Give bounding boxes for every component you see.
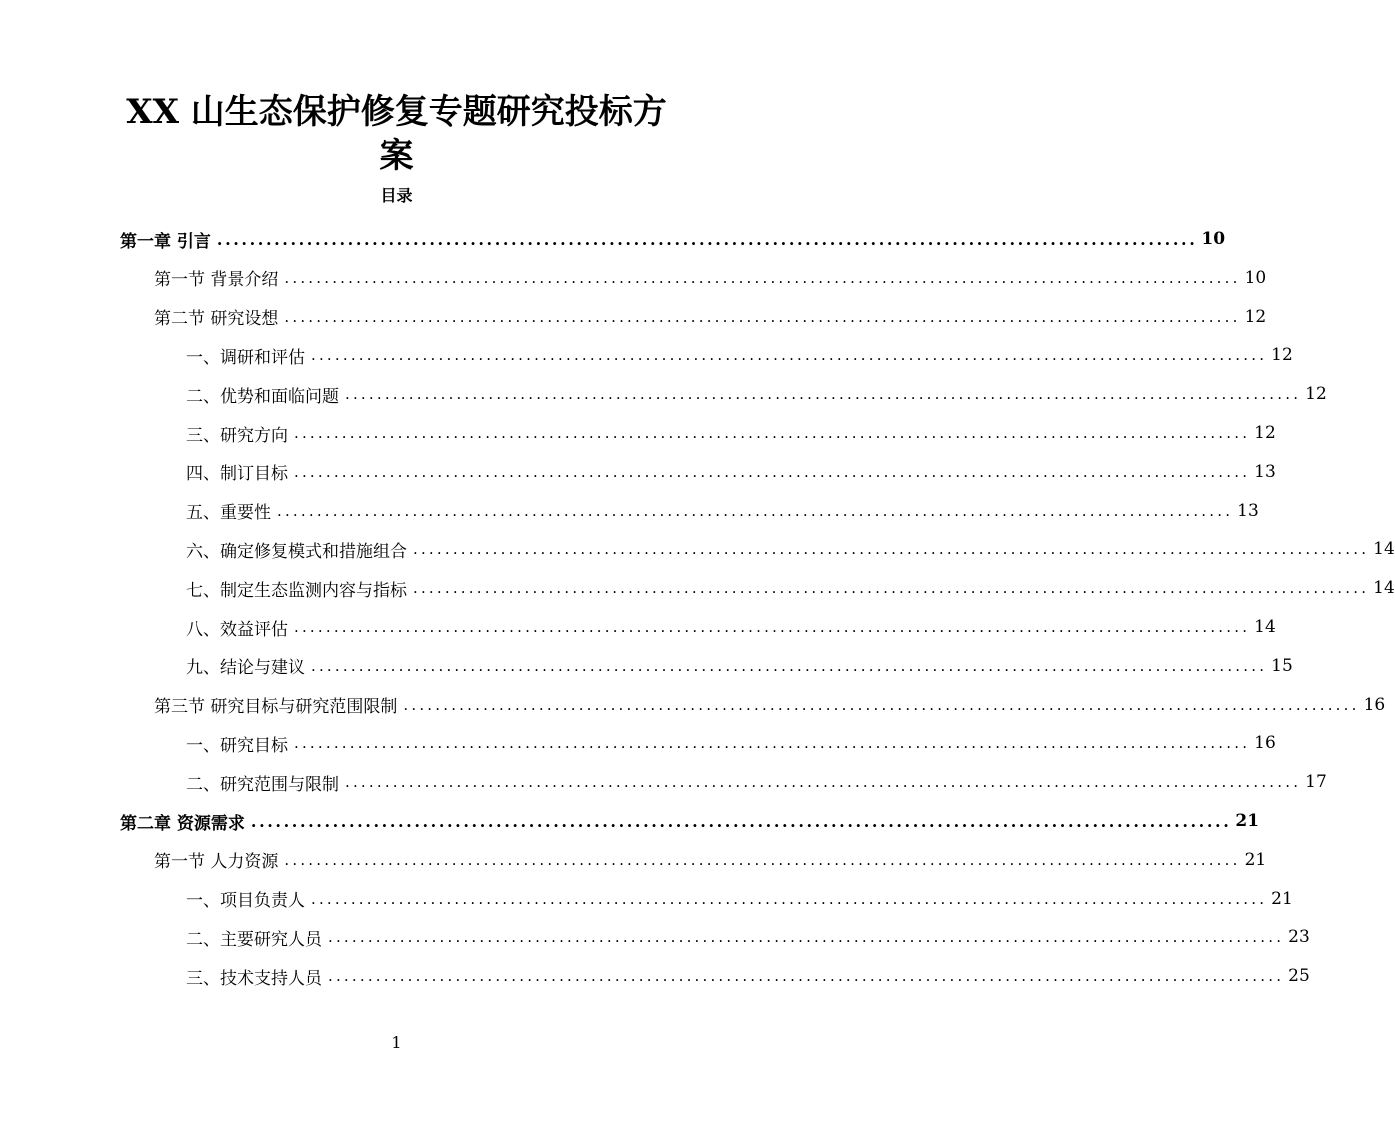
toc-dot-leader: ........................................................................................................................ bbox=[294, 734, 1251, 753]
toc-entry[interactable] bbox=[186, 883, 1293, 915]
toc-entry-label: 二、优势和面临问题 bbox=[186, 386, 339, 407]
toc-entry-page: 21 bbox=[1271, 888, 1293, 909]
toc-entry-page: 16 bbox=[1254, 733, 1276, 754]
toc-entry-page: 15 bbox=[1271, 655, 1293, 676]
toc-entry-label: 七、制定生态监测内容与指标 bbox=[186, 580, 407, 601]
toc-entry[interactable] bbox=[186, 533, 1395, 565]
toc-dot-leader: ........................................................................................................................ bbox=[294, 424, 1251, 442]
toc-entry-page: 12 bbox=[1305, 384, 1327, 405]
toc-entry-label: 四、制订目标 bbox=[186, 464, 288, 485]
toc-dot-leader: ........................................................................................................................ bbox=[345, 773, 1302, 792]
toc-entry[interactable] bbox=[186, 339, 1293, 371]
toc-entry-page: 12 bbox=[1244, 306, 1267, 327]
toc-entry-label: 二、研究范围与限制 bbox=[186, 774, 339, 795]
toc-dot-leader: ........................................................................................................................ bbox=[311, 656, 1268, 675]
toc-entry-page: 14 bbox=[1373, 578, 1395, 599]
toc-entry[interactable] bbox=[186, 417, 1276, 449]
toc-entry-page: 13 bbox=[1254, 461, 1276, 482]
toc-dot-leader: ........................................................................................................................ bbox=[311, 346, 1268, 365]
toc-entry-page: 23 bbox=[1288, 927, 1310, 948]
toc-entry[interactable] bbox=[186, 921, 1310, 953]
toc-dot-leader: ........................................................................................................................ bbox=[277, 501, 1234, 520]
toc-entry[interactable] bbox=[186, 727, 1276, 759]
toc-entry-page: 14 bbox=[1373, 539, 1395, 560]
page-number: 1 bbox=[391, 1033, 402, 1052]
toc-dot-leader: ........................................................................................................................ bbox=[284, 268, 1241, 287]
toc-entry-page: 17 bbox=[1305, 772, 1327, 793]
toc-entry[interactable] bbox=[186, 572, 1395, 604]
toc-entry-label: 八、效益评估 bbox=[186, 619, 288, 640]
toc-entry-page: 14 bbox=[1254, 617, 1276, 637]
toc-entry-page: 16 bbox=[1363, 694, 1386, 715]
toc-dot-leader: ........................................................................................................................ bbox=[413, 540, 1370, 559]
toc-dot-leader: ........................................................................................................................ bbox=[250, 811, 1232, 831]
toc-dot-leader: ........................................................................................................................ bbox=[294, 618, 1251, 636]
toc-entry-label: 五、重要性 bbox=[186, 503, 271, 524]
toc-entry-label: 一、调研和评估 bbox=[186, 347, 305, 368]
toc-entry-page: 10 bbox=[1244, 267, 1267, 288]
toc-entry-label: 一、研究目标 bbox=[186, 735, 288, 756]
toc-heading: 目录 bbox=[380, 186, 413, 205]
toc-entry-page: 10 bbox=[1201, 229, 1226, 249]
toc-entry-label: 第一章 引言 bbox=[120, 231, 211, 252]
toc-entry-page: 12 bbox=[1271, 345, 1293, 366]
toc-entry-label: 第一节 人力资源 bbox=[154, 852, 279, 873]
toc-entry[interactable] bbox=[154, 301, 1267, 333]
toc-entry[interactable] bbox=[186, 495, 1259, 527]
toc-entry[interactable] bbox=[154, 262, 1267, 294]
toc-entry-label: 一、项目负责人 bbox=[186, 891, 305, 912]
toc-entry-label: 二、主要研究人员 bbox=[186, 929, 322, 950]
toc-dot-leader: ........................................................................................................................ bbox=[328, 928, 1285, 947]
toc-dot-leader: ........................................................................................................................ bbox=[403, 695, 1360, 714]
toc-dot-leader: ........................................................................................................................ bbox=[284, 307, 1241, 326]
toc-dot-leader: ........................................................................................................................ bbox=[345, 385, 1302, 404]
toc-entry-page: 21 bbox=[1244, 849, 1267, 870]
toc-entry-label: 第二节 研究设想 bbox=[154, 309, 279, 330]
toc-dot-leader: ........................................................................................................................ bbox=[413, 579, 1370, 598]
toc-entry[interactable] bbox=[120, 805, 1260, 837]
toc-entry[interactable] bbox=[186, 456, 1276, 488]
toc-entry-page: 25 bbox=[1288, 966, 1310, 987]
toc-entry[interactable] bbox=[186, 766, 1327, 798]
toc-dot-leader: ........................................................................................................................ bbox=[216, 229, 1198, 249]
toc-entry[interactable] bbox=[186, 960, 1310, 992]
toc-entry-label: 第一节 背景介绍 bbox=[154, 270, 279, 291]
toc-entry-label: 三、研究方向 bbox=[186, 425, 288, 446]
toc-entry-label: 第二章 资源需求 bbox=[120, 813, 245, 834]
toc-entry[interactable] bbox=[120, 223, 1226, 255]
toc-entry[interactable] bbox=[186, 611, 1276, 643]
toc-entry-label: 六、确定修复模式和措施组合 bbox=[186, 541, 407, 562]
toc-dot-leader: ........................................................................................................................ bbox=[328, 967, 1285, 986]
toc-entry[interactable] bbox=[154, 689, 1386, 721]
toc-entry-label: 三、技术支持人员 bbox=[186, 968, 322, 989]
toc-entry-label: 九、结论与建议 bbox=[186, 658, 305, 679]
toc-entry-page: 21 bbox=[1235, 811, 1260, 831]
toc-dot-leader: ........................................................................................................................ bbox=[294, 462, 1251, 481]
toc-dot-leader: ........................................................................................................................ bbox=[311, 889, 1268, 908]
toc-entry-label: 第三节 研究目标与研究范围限制 bbox=[154, 697, 398, 718]
document-title: XX 山生态保护修复专题研究投标方案 bbox=[126, 92, 667, 176]
toc-entry[interactable] bbox=[186, 378, 1327, 410]
toc-entry[interactable] bbox=[186, 650, 1293, 682]
toc-entry-page: 12 bbox=[1254, 423, 1276, 443]
toc-entry[interactable] bbox=[154, 844, 1267, 876]
toc-dot-leader: ........................................................................................................................ bbox=[284, 850, 1241, 869]
toc-entry-page: 13 bbox=[1237, 500, 1259, 521]
